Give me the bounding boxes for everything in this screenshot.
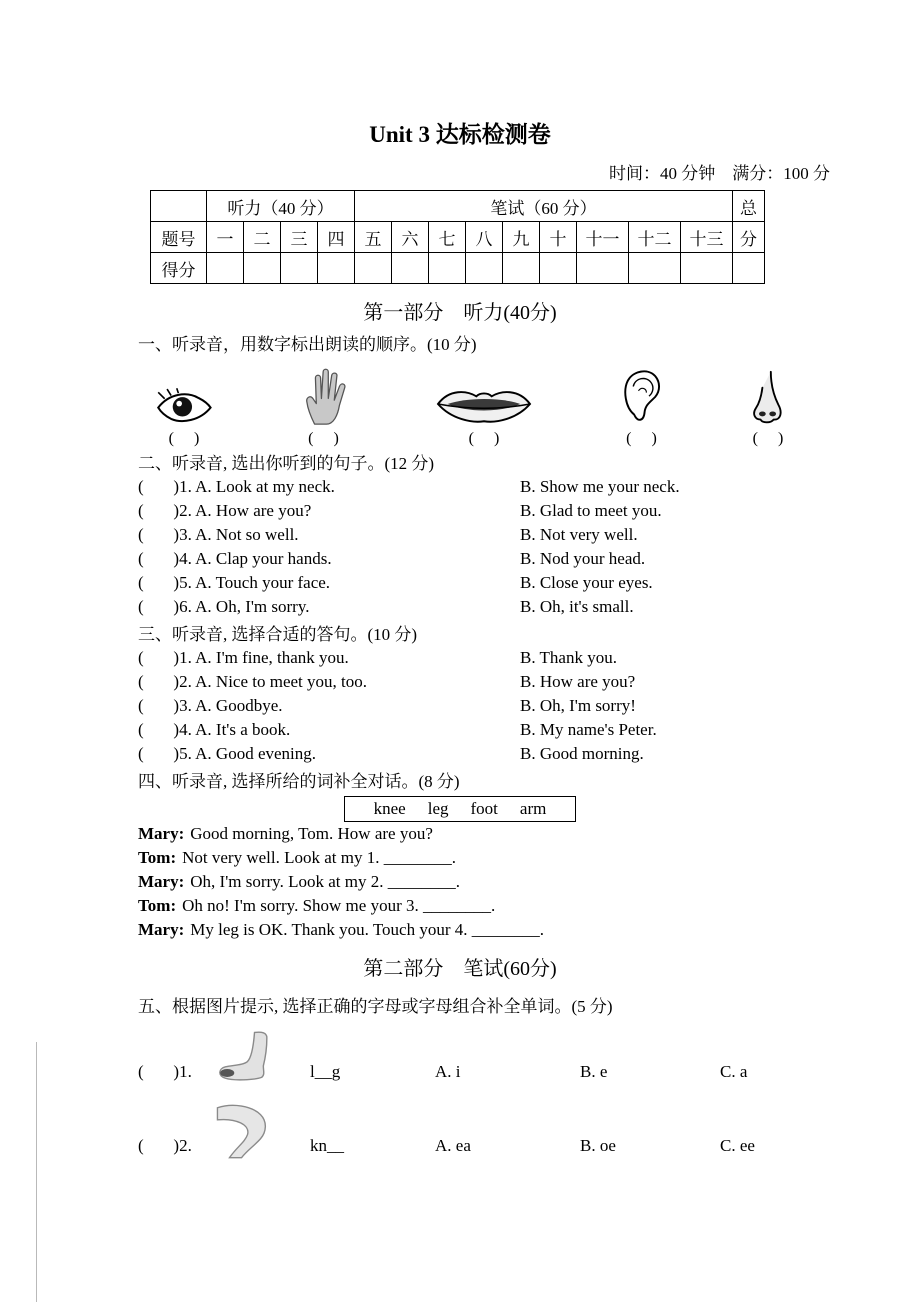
foot-icon [214, 1030, 288, 1086]
option-b: B. Oh, it's small. [520, 597, 634, 616]
column-cell: 五 [355, 222, 392, 253]
q1-figures [155, 361, 787, 448]
dialogue-line [138, 846, 920, 870]
option-a: ( )1. A. Look at my neck. [138, 477, 335, 496]
total-bottom-cell: 分 [733, 222, 765, 253]
option-b: B. Nod your head. [520, 549, 646, 568]
score-cell [429, 253, 466, 284]
q3-row [138, 670, 920, 694]
q4-title: 四、听录音, 选择所给的词补全对话。(8 分) [138, 772, 460, 791]
option-a: ( )4. A. It's a book. [138, 720, 291, 739]
score-table-question-row [151, 222, 765, 253]
word-bank-item: arm [519, 799, 547, 818]
score-cell [244, 253, 281, 284]
score-cell [540, 253, 577, 284]
q2-title: 二、听录音, 选出你听到的句子。(12 分) [138, 454, 435, 473]
knee-imgbox [214, 1102, 310, 1160]
knee-icon [214, 1102, 276, 1160]
option-a: ( )3. A. Goodbye. [138, 696, 283, 715]
dialogue-text: Good morning, Tom. How are you? [190, 824, 433, 843]
mouth-icon [434, 381, 534, 427]
column-cell: 九 [503, 222, 540, 253]
dialogue-text: Oh, I'm sorry. Look at my 2. ________. [190, 872, 460, 891]
q2-row [138, 523, 920, 547]
choice-b: B. e [580, 1062, 608, 1081]
q5-item-2 [138, 1102, 920, 1160]
q4-word-bank [344, 796, 577, 822]
column-cell: 四 [318, 222, 355, 253]
mouth-imgbox [434, 361, 534, 427]
ear-icon [621, 367, 663, 427]
score-cell [466, 253, 503, 284]
column-cell: 十三 [681, 222, 733, 253]
q1-figure-hand [300, 361, 348, 448]
column-cell: 十二 [629, 222, 681, 253]
eye-icon [155, 385, 213, 427]
score-table [150, 190, 765, 284]
q2-row [138, 571, 920, 595]
hand-imgbox [300, 361, 348, 427]
dialogue-text: My leg is OK. Thank you. Touch your 4. ________. [190, 920, 545, 939]
q3-row [138, 718, 920, 742]
q3-title: 三、听录音, 选择合适的答句。(10 分) [138, 625, 418, 644]
score-cell [207, 253, 244, 284]
option-b: B. How are you? [520, 672, 636, 691]
option-b: B. Show me your neck. [520, 477, 680, 496]
score-cell [577, 253, 629, 284]
written-header-cell: 笔试（60 分） [355, 191, 733, 222]
column-cell: 八 [466, 222, 503, 253]
q1-blank: ( ) [626, 430, 657, 447]
q2-row [138, 499, 920, 523]
q4-wordbox-wrap [0, 796, 920, 822]
score-cell [318, 253, 355, 284]
score-cell [355, 253, 392, 284]
q2-row [138, 595, 920, 619]
score-cell [733, 253, 765, 284]
score-cell [681, 253, 733, 284]
score-cell [503, 253, 540, 284]
ear-imgbox [621, 361, 663, 427]
q2-row [138, 475, 920, 499]
choice-b: B. oe [580, 1136, 616, 1155]
score-cell [281, 253, 318, 284]
option-b: B. My name's Peter. [520, 720, 657, 739]
option-b: B. Good morning. [520, 744, 644, 763]
q5-item-1 [138, 1030, 920, 1086]
score-cell [629, 253, 681, 284]
option-a: ( )6. A. Oh, I'm sorry. [138, 597, 310, 616]
q1-title: 一、听录音，用数字标出朗读的顺序。(10 分) [138, 335, 477, 354]
speaker-name: Mary: [138, 872, 185, 891]
dialogue-text: Oh no! I'm sorry. Show me your 3. ________. [182, 896, 496, 915]
foot-imgbox [214, 1030, 310, 1086]
word-with-blank: l__g [310, 1062, 341, 1081]
page-title: Unit 3 达标检测卷 [369, 122, 551, 147]
dialogue-text: Not very well. Look at my 1. ________. [182, 848, 456, 867]
column-cell: 七 [429, 222, 466, 253]
q1-blank: ( ) [168, 430, 200, 447]
column-cell: 三 [281, 222, 318, 253]
listening-header-cell: 听力（40 分） [207, 191, 355, 222]
q1-figure-eye [155, 361, 213, 448]
option-b: B. Oh, I'm sorry! [520, 696, 636, 715]
option-b: B. Close your eyes. [520, 573, 653, 592]
score-table-header-row [151, 191, 765, 222]
option-a: ( )1. A. I'm fine, thank you. [138, 648, 349, 667]
choice-a: A. ea [435, 1136, 471, 1155]
word-bank-item: knee [373, 799, 406, 818]
answer-blank: ( )2. [138, 1136, 192, 1155]
q1-blank: ( ) [308, 430, 339, 447]
part2-heading: 第二部分 笔试(60分) [363, 958, 557, 980]
q5-title: 五、根据图片提示, 选择正确的字母或字母组合补全单词。(5 分) [138, 997, 613, 1016]
word-bank-item: leg [427, 799, 449, 818]
column-cell: 六 [392, 222, 429, 253]
answer-blank: ( )1. [138, 1062, 192, 1081]
q1-figure-mouth [434, 361, 534, 448]
table-corner-cell [151, 191, 207, 222]
option-a: ( )2. A. Nice to meet you, too. [138, 672, 367, 691]
speaker-name: Mary: [138, 824, 185, 843]
word-with-blank: kn__ [310, 1136, 344, 1155]
q1-figure-ear [621, 361, 663, 448]
dialogue-line [138, 918, 920, 942]
option-b: B. Thank you. [520, 648, 617, 667]
option-a: ( )5. A. Touch your face. [138, 573, 331, 592]
q3-row [138, 742, 920, 766]
nose-imgbox [749, 361, 787, 427]
choice-c: C. a [720, 1062, 748, 1081]
q2-row [138, 547, 920, 571]
word-bank-item: foot [470, 799, 498, 818]
nose-icon [749, 369, 787, 427]
option-b: B. Glad to meet you. [520, 501, 662, 520]
score-table-score-row [151, 253, 765, 284]
choice-a: A. i [435, 1062, 461, 1081]
page-edge-line [36, 1042, 37, 1302]
score-cell [392, 253, 429, 284]
column-cell: 二 [244, 222, 281, 253]
speaker-name: Mary: [138, 920, 185, 939]
q1-blank: ( ) [468, 430, 500, 447]
q3-row [138, 646, 920, 670]
dialogue-line [138, 894, 920, 918]
eye-imgbox [155, 361, 213, 427]
score-row-label: 得分 [151, 253, 207, 284]
choice-c: C. ee [720, 1136, 755, 1155]
option-a: ( )4. A. Clap your hands. [138, 549, 332, 568]
option-a: ( )2. A. How are you? [138, 501, 312, 520]
q3-row [138, 694, 920, 718]
dialogue-line [138, 870, 920, 894]
part1-heading: 第一部分 听力(40分) [363, 302, 557, 324]
column-cell: 十一 [577, 222, 629, 253]
option-b: B. Not very well. [520, 525, 638, 544]
dialogue-line [138, 822, 920, 846]
question-row-label: 题号 [151, 222, 207, 253]
option-a: ( )3. A. Not so well. [138, 525, 299, 544]
hand-icon [300, 363, 348, 427]
speaker-name: Tom: [138, 848, 177, 867]
speaker-name: Tom: [138, 896, 177, 915]
q1-figure-nose [749, 361, 787, 448]
option-a: ( )5. A. Good evening. [138, 744, 317, 763]
column-cell: 一 [207, 222, 244, 253]
column-cell: 十 [540, 222, 577, 253]
total-top-cell: 总 [733, 191, 765, 222]
time-score-meta: 时间：40 分钟 满分：100 分 [609, 164, 830, 183]
q1-blank: ( ) [752, 430, 784, 447]
